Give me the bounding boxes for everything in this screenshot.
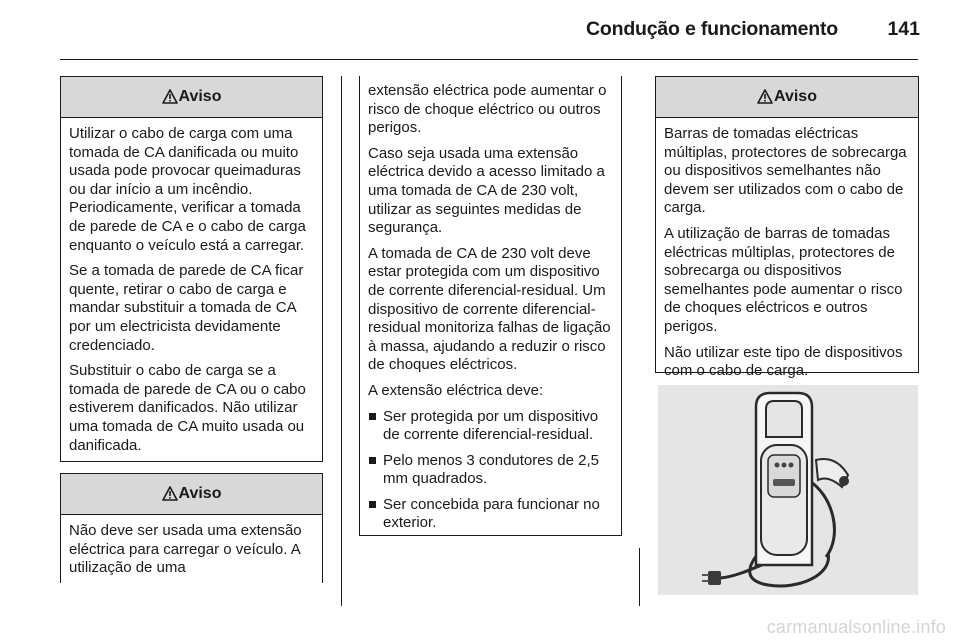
paragraph: A tomada de CA de 230 volt deve estar protegida com um dispositivo de corrente diferencial-residual. Um dispositivo de corrente diferencial-residual monitoriza falhas de ligação à massa, ajudando a reduzir o risco de choques eléctricos. (368, 244, 611, 374)
column-divider-1 (341, 76, 342, 606)
warning-box-2 (60, 473, 323, 583)
paragraph: extensão eléctrica pode aumentar o risco de choque eléctrico ou outros perigos. (368, 82, 607, 137)
paragraph: A utilização de barras de tomadas eléctricas múltiplas, protectores de sobrecarga ou dispositivos semelhantes pode aumentar o risco de choques eléctricos e outros perigos. (664, 224, 903, 335)
bullet-list (368, 408, 618, 534)
warning-heading-text: Aviso (178, 485, 222, 502)
list-item: Ser concebida para funcionar no exterior. (368, 496, 618, 533)
section-title: Condução e funcionamento (586, 18, 838, 40)
warning-box-1 (60, 76, 323, 462)
paragraph: Não utilizar este tipo de dispositivos com o cabo de carga. (664, 343, 903, 380)
warning-box-heading (656, 77, 918, 118)
warning-box-heading (61, 77, 322, 118)
warning-box-3 (655, 76, 919, 380)
warning-heading-text: Aviso (178, 88, 222, 105)
warning-box-body (61, 118, 322, 455)
paragraph: Barras de tomadas eléctricas múltiplas, protectores de sobrecarga ou dispositivos semelhantes não devem ser utilizados com o cabo de carga. (664, 125, 907, 217)
header-rule (60, 59, 918, 60)
page-number: 141 (887, 18, 920, 40)
charger-drawing (658, 385, 918, 595)
warning-triangle-icon (162, 486, 178, 501)
paragraph: Não deve ser usada uma extensão eléctrica para carregar o veículo. A utilização de uma (69, 522, 302, 577)
warning-box-body (61, 515, 322, 578)
paragraph: Caso seja usada uma extensão eléctrica devido a acesso limitado a uma tomada de CA de 230 volt, utilizar as seguintes medidas de segurança. (368, 144, 605, 237)
paragraph: Utilizar o cabo de carga com uma tomada de CA danificada ou muito usada pode provocar queimaduras ou dar início a um incêndio. Periodicamente, verificar a tomada de parede de CA e o cabo de carga enquanto o veículo está a carregar. (69, 125, 306, 254)
warning-box-heading (61, 474, 322, 515)
column-divider-2 (639, 548, 640, 606)
list-item: Pelo menos 3 condutores de 2,5 mm quadrados. (368, 452, 618, 489)
warning-box-body (368, 82, 618, 540)
watermark: carmanualsonline.info (766, 617, 946, 637)
paragraph: Substituir o cabo de carga se a tomada de parede de CA ou o cabo estiverem danificados. Não utilizar uma tomada de CA muito usada ou danificada. (69, 362, 306, 454)
list-item: Ser protegida por um dispositivo de corrente diferencial-residual. (368, 408, 618, 445)
warning-box-2-continuation (359, 76, 622, 536)
warning-triangle-icon (162, 89, 178, 104)
warning-heading-text: Aviso (774, 88, 817, 105)
paragraph: A extensão eléctrica deve: (368, 381, 544, 399)
page-header (0, 0, 960, 62)
paragraph: Se a tomada de parede de CA ficar quente, retirar o cabo de carga e mandar substituir a tomada de CA por um electricista devidamente credenciado. (69, 262, 304, 354)
charging-cable-illustration (658, 385, 918, 595)
warning-triangle-icon (757, 89, 773, 104)
warning-box-body (656, 118, 918, 381)
